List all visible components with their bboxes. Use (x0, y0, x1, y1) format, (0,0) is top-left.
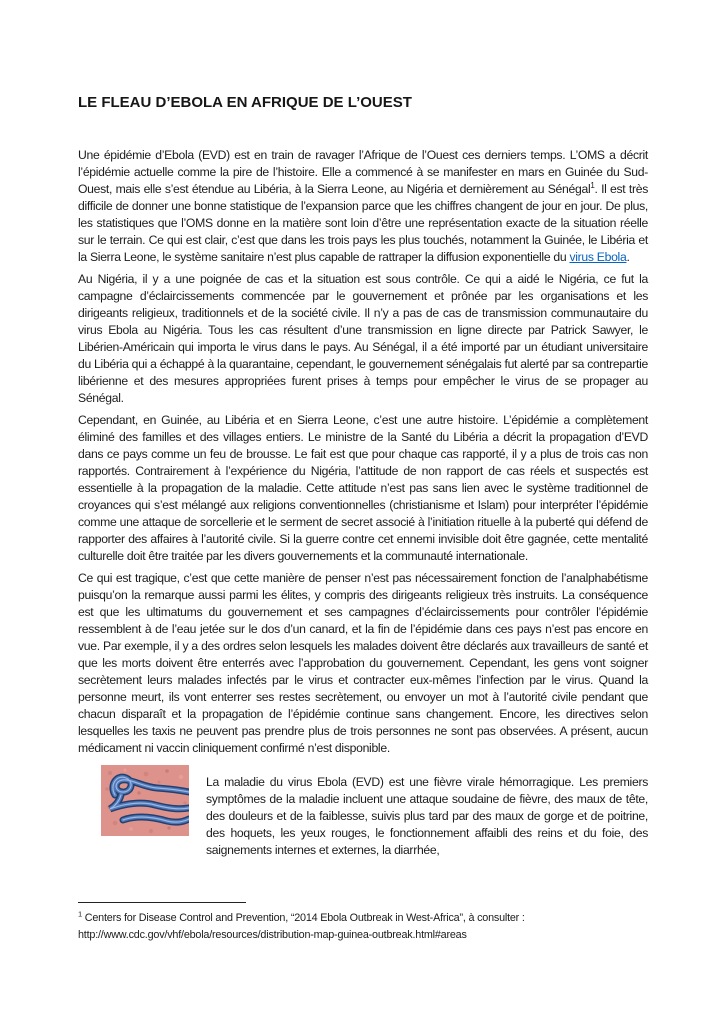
ebola-virus-micrograph-image (101, 765, 189, 836)
footnote-reference-marker: 1 (590, 180, 595, 190)
footnote-citation: Centers for Disease Control and Prevention, “2014 Ebola Outbreak in West-Africa”, à consulter : (81, 912, 525, 924)
paragraph-5-container (78, 762, 648, 871)
virus-ebola-link[interactable]: virus Ebola (569, 250, 627, 264)
paragraph-2: Au Nigéria, il y a une poignée de cas et la situation est sous contrôle. Ce qui a aidé le Nigéria, ce fut la campagne d’éclaircissements commencée par le gouvernement et prônée par les organisations et les dirigeants religieux, traditionnels et de la société civile. Il n’y a pas de cas de transmission communautaire du virus Ebola au Nigéria. Tous les cas résultent d’une transmission en ligne directe par Patrick Sawyer, le Libérien-Américain qui importa le virus dans le pays. Au Sénégal, il a été importé par un étudiant universitaire du Libéria qui a échappé à la quarantaine, cependant, le gouvernement sénégalais fut alerté par sa contrepartie libérienne et des mesures appropriées furent prises à temps pour empêcher le virus de se propager au Sénégal. (78, 272, 648, 405)
document-title: LE FLEAU D’EBOLA EN AFRIQUE DE L’OUEST (78, 94, 412, 111)
footnote-number: 1 (78, 909, 82, 919)
ebola-virus-icon (101, 765, 189, 836)
paragraph-1 (78, 147, 648, 266)
footnote-line-1 (78, 910, 648, 927)
paragraph-1-text-after-ref: . Il est très difficile de donner une bonne statistique de l’expansion parce que les chiffres changent de jour en jour. De plus, les statistiques que l’OMS donne en la matière sont loin d’être une représentation exacte de la situation réelle sur le terrain. Ce qui est clair, c’est que dans les trois pays les plus touchés, notamment la Guinée, le Libéria et la Sierra Leone, le système sanitaire n’est plus capable de rattraper la diffusion exponentielle du (78, 182, 648, 264)
paragraph-4: Ce qui est tragique, c’est que cette manière de penser n’est pas nécessairement fonction de l’analphabétisme puisqu’on la remarque aussi parmi les élites, y compris des dirigeants religieux très instruits. La conséquence est que les ultimatums du gouvernement et ses campagnes d’éclaircissements pour contrôler l’épidémie ressemblent à de l’eau jetée sur le dos d’un canard, et la fin de l’épidémie dans ces pays n’est pas encore en vue. Par exemple, il y a des ordres selon lesquels les malades doivent être déclarés aux travailleurs de santé et que les morts doivent être enterrés avec l’approbation du gouvernement. Cependant, les gens vont soigner secrètement leurs malades infectés par le virus et contracter eux-mêmes l’infection par le virus. Quand la personne meurt, ils vont enterrer ses restes secrètement, ou envoyer un mot à l’autorité civile pendant que chacun disparaît et la propagation de l’épidémie continue sans changement. Encore, les directives selon lesquelles les taxis ne peuvent pas prendre plus de trois personnes ne sont pas observées. A présent, aucun médicament ni vaccin cliniquement confirmé n’est disponible. (78, 571, 648, 755)
footnote-separator (78, 902, 246, 903)
paragraph-5: La maladie du virus Ebola (EVD) est une fièvre virale hémorragique. Les premiers symptômes de la maladie incluent une attaque soudaine de fièvre, des maux de tête, des douleurs et de la faiblesse, suivis plus tard par des maux de gorge et de poitrine, des hoquets, les yeux rouges, le fonctionnement affaibli des reins et du foie, des saignements internes et externes, la diarrhée, (206, 775, 648, 858)
paragraph-1-text-end: . (626, 250, 630, 264)
paragraph-3: Cependant, en Guinée, au Libéria et en Sierra Leone, c’est une autre histoire. L’épidémie a complètement éliminé des familles et des villages entiers. Le ministre de la Santé du Libéria a décrit la propagation d’EVD dans ce pays comme un feu de brousse. Le fait est que pour chaque cas rapporté, il y a plus de trois cas non rapportés. Contrairement à l’expérience du Nigéria, l’attitude de non rapport de cas réels et suspectés est essentielle à la propagation de la maladie. Cette attitude n’est pas sans lien avec le système traditionnel de croyances qui s’est mélangé aux religions conventionnelles (christianisme et Islam) pour interpréter l’épidémie comme une attaque de sorcellerie et le serment de secret associé à l’initiation rituelle à la puberté qui défend de rapporter des affaires à l’autorité civile. Si la guerre contre cet ennemi invisible doit être gagnée, cette mentalité culturelle doit être traitée par les divers gouvernements et la communauté internationale. (78, 413, 648, 563)
footnote-section (78, 894, 648, 943)
footnote-url: http://www.cdc.gov/vhf/ebola/resources/distribution-map-guinea-outbreak.html#areas (78, 928, 467, 941)
paragraph-1-text-before-ref: Une épidémie d’Ebola (EVD) est en train de ravager l’Afrique de l’Ouest ces derniers temps. L’OMS a décrit l’épidémie actuelle comme la pire de l’histoire. Elle a commencé à se manifester en mars en Guinée du Sud-Ouest, mais elle s’est étendue au Libéria, à la Sierra Leone, au Nigéria et dernièrement au Sénégal (78, 148, 648, 196)
